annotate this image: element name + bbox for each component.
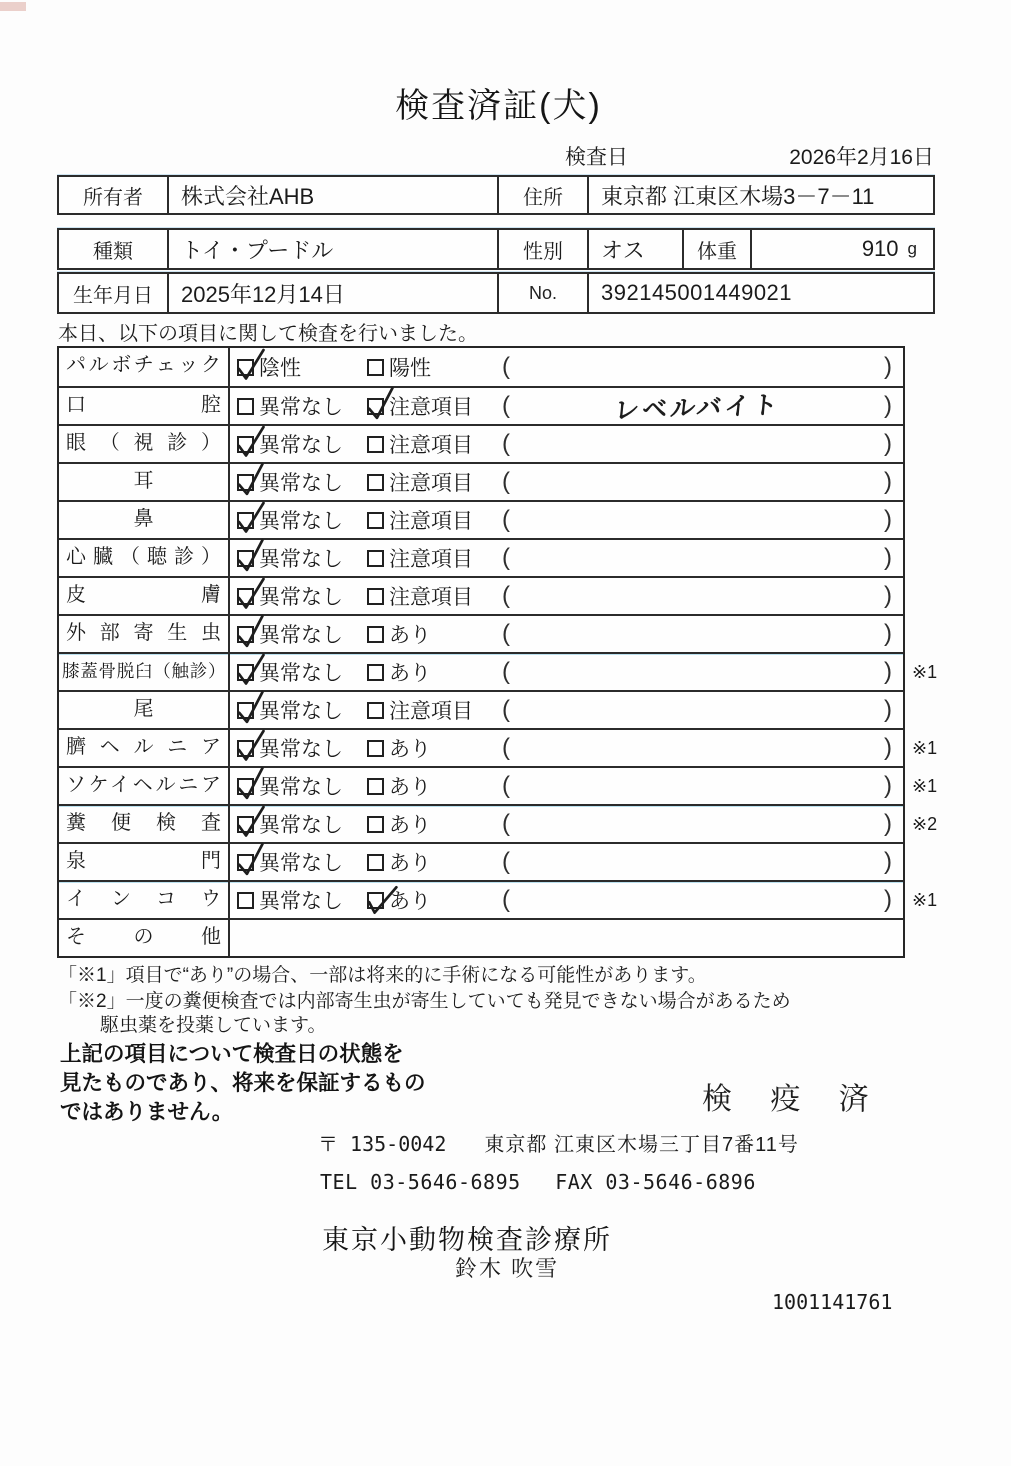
option-2-checkbox[interactable] — [367, 588, 384, 605]
footnote-mark: ※1 — [912, 889, 938, 910]
option-2 — [367, 730, 431, 766]
birthdate-label: 生年月日 — [73, 284, 153, 307]
option-1 — [237, 730, 343, 766]
handwritten-note — [524, 876, 872, 924]
option-2-checkbox[interactable] — [367, 626, 384, 643]
disclaimer-line-1: 上記の項目について検査日の状態を — [60, 1042, 404, 1066]
option-1-checkbox[interactable] — [237, 892, 254, 909]
exam-row — [59, 614, 903, 652]
page-title: 検査済証(犬) — [395, 87, 602, 125]
address-value: 東京都 江東区木場3－7－11 — [587, 177, 933, 213]
inspection-date-label: 検査日 — [565, 146, 628, 169]
address-label: 住所 — [497, 177, 587, 213]
paren-close: ) — [884, 468, 892, 495]
exam-item-label: 口腔 — [59, 388, 230, 424]
paren-open: ( — [502, 468, 510, 495]
paren-close: ) — [884, 506, 892, 533]
exam-row — [59, 538, 903, 576]
intro-text: 本日、以下の項目に関して検査を行いました。 — [58, 323, 478, 345]
footnote-mark: ※1 — [912, 737, 938, 758]
option-1-label: 異常なし — [259, 776, 343, 799]
paren-open: ( — [502, 430, 510, 457]
option-1 — [237, 616, 343, 652]
handwritten-checkmark-icon — [234, 536, 268, 574]
option-1 — [237, 464, 343, 500]
clinic-fax: FAX 03-5646-6896 — [555, 1170, 756, 1194]
option-2-checkbox[interactable] — [367, 892, 384, 909]
paren-open: ( — [502, 772, 510, 799]
exam-row — [59, 500, 903, 538]
exam-row-options — [230, 540, 903, 576]
exam-row — [59, 690, 903, 728]
option-1-label: 異常なし — [259, 510, 343, 533]
option-1 — [237, 692, 343, 728]
exam-row — [59, 348, 903, 386]
option-2 — [367, 692, 473, 728]
exam-item-label: 皮膚 — [59, 578, 230, 614]
option-2 — [367, 464, 473, 500]
clinic-name: 東京小動物検査診療所 — [322, 1225, 612, 1255]
option-1 — [237, 348, 301, 386]
exam-row-options — [230, 388, 903, 424]
handwritten-checkmark-icon — [364, 384, 398, 422]
exam-item-label: 糞便検査 — [59, 806, 230, 842]
handwritten-note: レベルバイト — [613, 391, 782, 425]
option-2-checkbox[interactable] — [367, 398, 384, 415]
option-1-label: 陰性 — [259, 357, 301, 380]
exam-row-options — [230, 882, 938, 918]
exam-row-options — [230, 502, 903, 538]
exam-row-options — [230, 348, 903, 386]
exam-item-label: 尾 — [59, 692, 230, 728]
option-2-checkbox[interactable] — [367, 778, 384, 795]
paren-open: ( — [502, 392, 510, 419]
option-1 — [237, 654, 343, 690]
paren-open: ( — [502, 886, 510, 913]
option-1 — [237, 882, 343, 918]
exam-row — [59, 728, 938, 766]
veterinarian-name: 鈴木 吹雪 — [455, 1256, 560, 1281]
disclaimer-line-3: ではありません。 — [60, 1100, 234, 1124]
sex-value: オス — [587, 230, 682, 268]
footnote-mark: ※2 — [912, 813, 938, 834]
option-1-checkbox[interactable] — [237, 626, 254, 643]
option-1-checkbox[interactable] — [237, 702, 254, 719]
handwritten-checkmark-icon — [235, 804, 267, 840]
option-2-label: あり — [389, 852, 431, 875]
sex-label: 性別 — [497, 230, 587, 268]
paren-open: ( — [502, 544, 510, 571]
paren-open: ( — [502, 734, 510, 761]
paren-open: ( — [502, 658, 510, 685]
quarantine-stamp: 検 疫 済 — [702, 1083, 884, 1116]
option-2-label: 注意項目 — [389, 510, 473, 533]
weight-label: 体重 — [682, 230, 750, 268]
certificate-no-label: No. — [497, 274, 587, 312]
footnote-mark: ※1 — [912, 661, 938, 682]
option-2 — [367, 348, 431, 386]
exam-row — [59, 652, 938, 690]
option-1-label: 異常なし — [259, 434, 343, 457]
paren-open: ( — [502, 810, 510, 837]
option-2-checkbox[interactable] — [367, 816, 384, 833]
weight-number: 910 — [861, 236, 899, 261]
exam-row-options — [230, 844, 903, 880]
paren-close: ) — [884, 696, 892, 723]
exam-row-options — [230, 616, 903, 652]
option-2-checkbox[interactable] — [367, 854, 384, 871]
option-2-label: あり — [389, 890, 431, 913]
paren-close: ) — [884, 658, 892, 685]
option-2 — [367, 882, 431, 918]
exam-item-label: その他 — [59, 920, 230, 956]
handwritten-checkmark-icon — [234, 612, 268, 650]
certificate-no-value: 392145001449021 — [587, 274, 933, 312]
option-2-label: 注意項目 — [389, 396, 473, 419]
exam-item-label: 心臓（聴診） — [59, 540, 230, 576]
paren-close: ) — [884, 392, 892, 419]
paren-close: ) — [884, 353, 892, 380]
option-1-label: 異常なし — [259, 472, 343, 495]
exam-item-label: 外部寄生虫 — [59, 616, 230, 652]
option-1-checkbox[interactable] — [237, 854, 254, 871]
exam-item-label: ソケイヘルニア — [59, 768, 230, 804]
handwritten-checkmark-icon — [363, 879, 400, 920]
option-2-checkbox[interactable] — [367, 740, 384, 757]
breed-value: トイ・プードル — [167, 230, 497, 268]
option-1-label: 異常なし — [259, 700, 343, 723]
option-1 — [237, 540, 343, 576]
option-1-checkbox[interactable] — [237, 664, 254, 681]
exam-row-options — [230, 578, 903, 614]
handwritten-checkmark-icon — [235, 424, 267, 460]
serial-number: 1001141761 — [772, 1290, 893, 1314]
option-2 — [367, 844, 431, 880]
exam-row — [59, 804, 938, 842]
exam-row — [59, 766, 938, 804]
handwritten-checkmark-icon — [234, 840, 268, 878]
clinic-tel-line — [320, 1170, 756, 1194]
paren-close: ) — [884, 810, 892, 837]
clinic-postal-line — [318, 1128, 799, 1157]
option-1-label: 異常なし — [259, 738, 343, 761]
owner-label: 所有者 — [83, 186, 143, 209]
exam-row — [59, 386, 903, 424]
option-2-label: 注意項目 — [389, 586, 473, 609]
exam-row — [59, 424, 903, 462]
option-1 — [237, 388, 343, 424]
option-1 — [237, 578, 343, 614]
inspection-date-value: 2026年2月16日 — [789, 146, 934, 169]
paren-close: ) — [884, 886, 892, 913]
scan-artifact — [0, 2, 26, 11]
option-2-label: 陽性 — [389, 357, 431, 380]
exam-row — [59, 842, 903, 880]
exam-item-label: 眼（視診） — [59, 426, 230, 462]
exam-row — [59, 576, 903, 614]
option-2-label: あり — [389, 776, 431, 799]
exam-row-options — [230, 806, 938, 842]
footnote-2: 「※2」一度の糞便検査では内部寄生虫が寄生していても発見できない場合があるため — [58, 991, 791, 1012]
owner-value: 株式会社AHB — [167, 177, 497, 213]
exam-item-label: 臍ヘルニア — [59, 730, 230, 766]
option-2-checkbox[interactable] — [367, 436, 384, 453]
option-1-label: 異常なし — [259, 396, 343, 419]
handwritten-checkmark-icon — [235, 728, 267, 764]
option-1-label: 異常なし — [259, 586, 343, 609]
option-2-checkbox[interactable] — [367, 359, 384, 376]
option-1-label: 異常なし — [259, 852, 343, 875]
paren-open: ( — [502, 620, 510, 647]
clinic-address: 東京都 江東区木場三丁目7番11号 — [484, 1134, 799, 1156]
option-2-checkbox[interactable] — [367, 702, 384, 719]
footnote-mark: ※1 — [912, 775, 938, 796]
option-1-label: 異常なし — [259, 890, 343, 913]
option-2-label: 注意項目 — [389, 548, 473, 571]
pet-info-table-row1 — [57, 228, 935, 270]
exam-item-label: 膝蓋骨脱臼（触診） — [59, 654, 230, 690]
clinic-tel: TEL 03-5646-6895 — [320, 1170, 521, 1194]
weight-value — [750, 230, 933, 268]
option-1-label: 異常なし — [259, 624, 343, 647]
option-2-label: 注意項目 — [389, 434, 473, 457]
option-1 — [237, 502, 343, 538]
exam-row — [59, 880, 938, 918]
option-1-checkbox[interactable] — [237, 474, 254, 491]
birthdate-value: 2025年12月14日 — [167, 274, 497, 312]
handwritten-checkmark-icon — [235, 576, 267, 612]
paren-close: ) — [884, 582, 892, 609]
paren-close: ) — [884, 544, 892, 571]
handwritten-checkmark-icon — [234, 688, 268, 726]
option-1 — [237, 844, 343, 880]
exam-table — [57, 346, 938, 958]
exam-item-label: 鼻 — [59, 502, 230, 538]
option-2 — [367, 426, 473, 462]
handwritten-checkmark-icon — [234, 764, 268, 802]
exam-row-options — [230, 692, 903, 728]
weight-unit: g — [907, 239, 917, 258]
option-1-label: 異常なし — [259, 814, 343, 837]
exam-row — [59, 918, 903, 956]
paren-close: ) — [884, 620, 892, 647]
breed-label: 種類 — [93, 240, 133, 263]
option-2-checkbox[interactable] — [367, 474, 384, 491]
option-2-label: あり — [389, 624, 431, 647]
paren-close: ) — [884, 734, 892, 761]
option-2 — [367, 768, 431, 804]
paren-open: ( — [502, 848, 510, 875]
owner-table — [57, 175, 935, 215]
option-1-checkbox[interactable] — [237, 398, 254, 415]
paren-open: ( — [502, 582, 510, 609]
postal-code: 〒 135-0042 — [318, 1132, 447, 1156]
option-2 — [367, 578, 473, 614]
pet-info-table-row2 — [57, 272, 935, 314]
exam-row-options — [230, 426, 903, 462]
paren-open: ( — [502, 353, 510, 380]
handwritten-checkmark-icon — [235, 347, 267, 383]
option-2-label: あり — [389, 662, 431, 685]
exam-item-label: 耳 — [59, 464, 230, 500]
disclaimer-line-2: 見たものであり、将来を保証するもの — [60, 1071, 426, 1095]
option-1-label: 異常なし — [259, 548, 343, 571]
option-1-label: 異常なし — [259, 662, 343, 685]
exam-row-options — [230, 920, 903, 956]
exam-item-label: インコウ — [59, 882, 230, 918]
option-1-checkbox[interactable] — [237, 436, 254, 453]
footnote-1: 「※1」項目で“あり”の場合、一部は将来的に手術になる可能性があります。 — [58, 965, 707, 986]
option-2 — [367, 616, 431, 652]
exam-row-options — [230, 768, 938, 804]
option-2 — [367, 502, 473, 538]
handwritten-checkmark-icon — [234, 460, 268, 498]
paren-open: ( — [502, 696, 510, 723]
option-2-label: 注意項目 — [389, 700, 473, 723]
paren-close: ) — [884, 772, 892, 799]
disclaimer-text — [60, 1040, 426, 1127]
exam-row-options — [230, 654, 938, 690]
option-1-checkbox[interactable] — [237, 778, 254, 795]
exam-row — [59, 462, 903, 500]
paren-close: ) — [884, 848, 892, 875]
handwritten-checkmark-icon — [235, 500, 267, 536]
exam-row-options — [230, 730, 938, 766]
exam-item-label: パルボチェック — [59, 348, 230, 386]
exam-item-label: 泉門 — [59, 844, 230, 880]
option-2-label: 注意項目 — [389, 472, 473, 495]
footnote-2-continued: 駆虫薬を投薬しています。 — [100, 1015, 327, 1036]
option-1 — [237, 768, 343, 804]
handwritten-checkmark-icon — [235, 652, 267, 688]
option-2-checkbox[interactable] — [367, 512, 384, 529]
option-2 — [367, 388, 473, 424]
exam-table-rows — [59, 348, 938, 956]
option-1 — [237, 426, 343, 462]
option-2-checkbox[interactable] — [367, 550, 384, 567]
paren-close: ) — [884, 430, 892, 457]
paren-open: ( — [502, 506, 510, 533]
option-2 — [367, 540, 473, 576]
option-1-checkbox[interactable] — [237, 550, 254, 567]
option-1-checkbox[interactable] — [237, 588, 254, 605]
option-1-checkbox[interactable] — [237, 816, 254, 833]
option-2-label: あり — [389, 814, 431, 837]
option-2-checkbox[interactable] — [367, 664, 384, 681]
option-2 — [367, 806, 431, 842]
option-1 — [237, 806, 343, 842]
option-2-label: あり — [389, 738, 431, 761]
option-1-checkbox[interactable] — [237, 512, 254, 529]
option-1-checkbox[interactable] — [237, 359, 254, 376]
option-1-checkbox[interactable] — [237, 740, 254, 757]
exam-row-options — [230, 464, 903, 500]
option-2 — [367, 654, 431, 690]
